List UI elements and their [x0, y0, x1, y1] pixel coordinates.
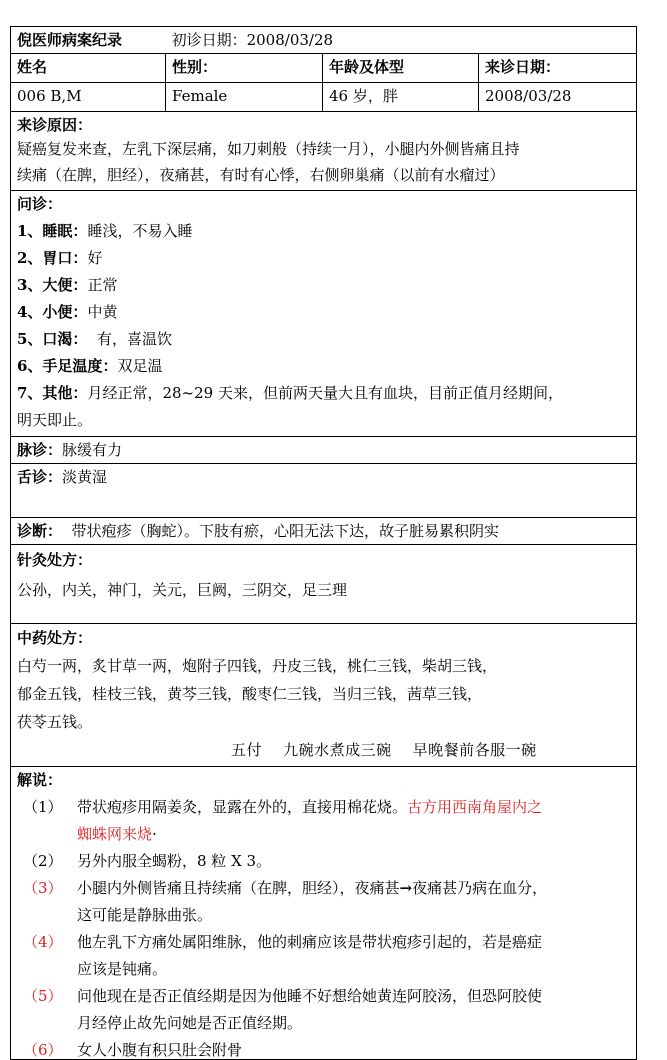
inquiry-item — [17, 380, 630, 407]
gender-value: Female — [166, 83, 323, 112]
note-item — [17, 929, 630, 983]
note-number: （4） — [23, 933, 63, 951]
inquiry-item-value: 月经正常，28~29 天来，但前两天量大且有血块，目前正值月经期间， — [87, 384, 563, 402]
acupuncture-value: 公孙，内关，神门，关元，巨阙，三阴交，足三理 — [17, 581, 348, 599]
title-cell — [11, 27, 637, 54]
visit-date-label: 来诊日期： — [479, 54, 637, 83]
note-text: 另外内服全蝎粉，8 粒 X 3。 — [77, 852, 272, 870]
herbal-cell — [11, 624, 637, 767]
note-text-plain: 夜痛甚乃病在血分， — [412, 879, 548, 897]
age-body-value: 46 岁，胖 — [323, 83, 479, 112]
note-text-plain: 带状疱疹用隔姜灸，显露在外的，直接用棉花烧。 — [77, 798, 408, 816]
inquiry-item-value: 睡浅，不易入睡 — [87, 222, 193, 240]
inquiry-item-label: 2、胃口： — [17, 249, 88, 267]
herbal-line-2: 郁金五钱，桂枝三钱，黄芩三钱，酸枣仁三钱，当归三钱，茜草三钱， — [17, 685, 483, 703]
inquiry-item-label: 6、手足温度： — [17, 357, 118, 375]
inquiry-item — [17, 218, 630, 245]
note-text-red: 蜘蛛网来烧 — [77, 825, 153, 843]
record-title: 倪医师病案纪录 — [17, 31, 123, 49]
note-text — [77, 983, 630, 1037]
note-text-plain: 月经停止故先问她是否正值经期。 — [77, 1014, 303, 1032]
case-record-sheet — [10, 26, 636, 1060]
diagnosis-value: 带状疱疹（胸蛇）。下肢有瘀，心阳无法下达，故子脏易累积阴实 — [62, 522, 500, 540]
herbal-label: 中药处方： — [17, 629, 93, 647]
herbal-line-1: 白芍一两，炙甘草一两，炮附子四钱，丹皮三钱，桃仁三钱，柴胡三钱， — [17, 657, 498, 675]
name-value: 006 B,M — [11, 83, 166, 112]
reason-line-2: 续痛（在脾，胆经），夜痛甚，有时有心悸，右侧卵巢痛（以前有水瘤过） — [17, 166, 505, 184]
note-text-plain: 他左乳下方痛处属阳维脉，他的刺痛应该是带状疱疹引起的，若是癌症 — [77, 933, 543, 951]
reason-label: 来诊原因： — [17, 116, 93, 134]
inquiry-item — [17, 245, 630, 272]
diagnosis-cell — [11, 518, 637, 545]
inquiry-label: 问诊： — [17, 195, 63, 213]
herbal-dosage: 五付 九碗水煮成三碗 早晚餐前各服一碗 — [231, 741, 537, 759]
inquiry-item-label: 1、睡眠： — [17, 222, 88, 240]
notes-cell — [11, 767, 637, 1060]
note-item — [17, 983, 630, 1037]
note-item — [17, 794, 630, 848]
note-text — [77, 875, 630, 929]
note-text-red: 古方用西南角屋内之 — [407, 798, 543, 816]
inquiry-item-continued: 明天即止。 — [17, 411, 93, 429]
tongue-label: 舌诊： — [17, 468, 63, 486]
note-text-plain: 这可能是静脉曲张。 — [77, 906, 213, 924]
acupuncture-cell — [11, 545, 637, 624]
inquiry-cell — [11, 191, 637, 437]
title-row — [11, 27, 637, 54]
note-number: （5） — [23, 987, 63, 1005]
case-record-table — [10, 26, 637, 1060]
inquiry-item — [17, 326, 630, 353]
acupuncture-row — [11, 545, 637, 624]
pulse-label: 脉诊： — [17, 441, 63, 459]
reason-cell — [11, 112, 637, 191]
inquiry-item-label: 7、其他： — [17, 384, 88, 402]
tongue-value: 淡黄湿 — [62, 468, 108, 486]
inquiry-item-value: 中黄 — [87, 303, 118, 321]
note-text — [77, 929, 630, 983]
pulse-cell — [11, 437, 637, 464]
tongue-row — [11, 464, 637, 518]
herbal-row — [11, 624, 637, 767]
patient-labels-row — [11, 54, 637, 83]
notes-label: 解说： — [17, 771, 63, 789]
note-text-plain: 小腿内外侧皆痛且持续痛（在脾，胆经），夜痛甚 — [77, 879, 400, 897]
note-item — [17, 1037, 630, 1059]
note-item — [17, 875, 630, 929]
visit-date-value: 2008/03/28 — [479, 83, 637, 112]
inquiry-row — [11, 191, 637, 437]
patient-values-row — [11, 83, 637, 112]
inquiry-item-label: 3、大便： — [17, 276, 88, 294]
inquiry-item-value: 双足温 — [117, 357, 163, 375]
note-text-plain: 问他现在是否正值经期是因为他睡不好想给她黄连阿胶汤，但恐阿胶使 — [77, 987, 543, 1005]
pulse-row — [11, 437, 637, 464]
first-visit-date: 2008/03/28 — [246, 31, 334, 49]
acupuncture-label: 针灸处方： — [17, 551, 93, 569]
reason-line-1: 疑癌复发来查，左乳下深层痛，如刀刺般（持续一月），小腿内外侧皆痛且持 — [17, 140, 520, 158]
inquiry-item-label: 5、口渴： — [17, 330, 88, 348]
note-number: （1） — [23, 798, 63, 816]
inquiry-item — [17, 272, 630, 299]
gender-label: 性别： — [166, 54, 323, 83]
diagnosis-label: 诊断： — [17, 522, 63, 540]
age-body-label: 年龄及体型 — [323, 54, 479, 83]
first-visit-label: 初诊日期： — [171, 31, 247, 49]
name-label: 姓名 — [11, 54, 166, 83]
herbal-line-3: 茯苓五钱。 — [17, 713, 93, 731]
note-text — [77, 794, 630, 848]
note-text-plain: 应该是钝痛。 — [77, 960, 168, 978]
inquiry-item — [17, 353, 630, 380]
pulse-value: 脉缓有力 — [62, 441, 123, 459]
diagnosis-row — [11, 518, 637, 545]
arrow-right-icon: → — [399, 879, 413, 897]
note-text-tail: · — [152, 825, 157, 843]
tongue-cell — [11, 464, 637, 518]
notes-row — [11, 767, 637, 1060]
inquiry-item-label: 4、小便： — [17, 303, 88, 321]
inquiry-item-value: 好 — [87, 249, 103, 267]
note-number: （3） — [23, 879, 63, 897]
inquiry-item-value: 有，喜温饮 — [87, 330, 172, 348]
inquiry-item-value: 正常 — [87, 276, 118, 294]
note-number: （2） — [23, 852, 63, 870]
note-number: （6） — [23, 1041, 63, 1059]
inquiry-item — [17, 299, 630, 326]
note-item — [17, 848, 630, 875]
note-text: 女人小腹有积只肚会附骨 — [77, 1041, 243, 1059]
reason-row — [11, 112, 637, 191]
